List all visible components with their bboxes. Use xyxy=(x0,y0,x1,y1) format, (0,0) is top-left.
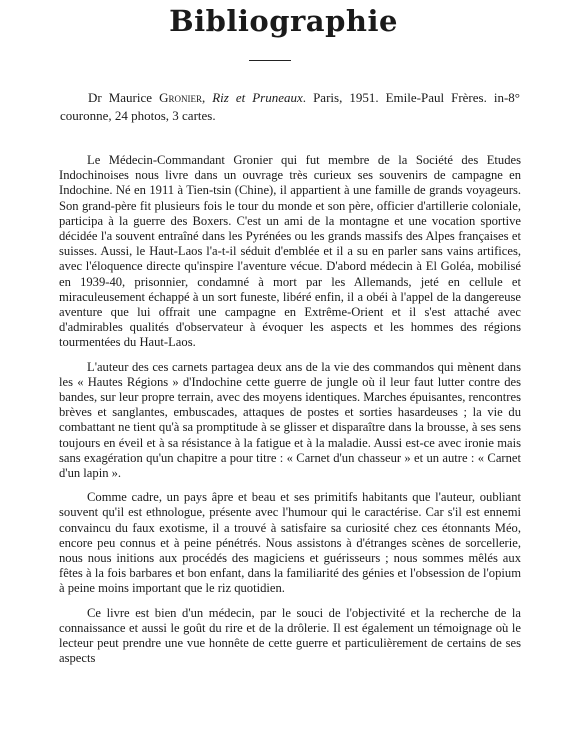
publication-details: . Paris, 1951. Emile-Paul Frères. in-8° couronne, 24 photos, 3 cartes. xyxy=(60,90,520,123)
book-title: Riz et Pruneaux xyxy=(212,90,303,105)
page-title: Bibliographie xyxy=(169,4,398,38)
author-prefix: Dr Maurice xyxy=(88,90,160,105)
author-name: Gronier xyxy=(159,90,202,105)
title-divider xyxy=(249,60,291,61)
review-body xyxy=(59,153,521,676)
paragraph-2: L'auteur des ces carnets partagea deux ans de la vie des commandos qui mènent dans les « Hautes Régions » d'Indochine cette guerre de jungle où il leur faut lutter contre des bandes, sur leur propre terrain, avec des moyens identiques. Marches épuisantes, rencontres brèves et sanglantes, embuscades, attaques de postes et sorties hasardeuses ; la vie du combattant ne tient qu'à sa promptitude à se glisser et disparaître dans la brousse, à ses sens toujours en éveil et à sa résistance à la fatigue et à la maladie. Aussi est-ce avec ironie mais sans exagération qu'un chapitre a pour titre : « Carnet d'un chasseur » et un autre : « Carnet d'un lapin ». xyxy=(59,359,521,481)
paragraph-4: Ce livre est bien d'un médecin, par le souci de l'objectivité et la recherche de la connaissance et aussi le goût du rire et de la drôlerie. Il est également un témoignage où le lecteur peut prendre une vue honnête de cette guerre et particulièrement de certains de ses aspects xyxy=(59,605,521,666)
paragraph-3: Comme cadre, un pays âpre et beau et ses primitifs habitants que l'auteur, oubliant souvent qu'il est ethnologue, présente avec l'humour qui le caractérise. Car s'il est ennemi convaincu du faux exotisme, il a trouvé à satisfaire sa curiosité chez ces étonnants Méo, encore peu connus et à peine pénétrés. Nous assistons à d'étranges scènes de sorcellerie, nous nous initions aux procédés des magiciens et guérisseurs ; nous sommes mêlés aux fêtes à la fois barbares et bon enfant, dans la familiarité des génies et l'obsession de l'opium à peine moins important que le riz quotidien. xyxy=(59,490,521,596)
book-reference xyxy=(60,89,520,125)
reference-comma: , xyxy=(201,90,213,105)
paragraph-1: Le Médecin-Commandant Gronier qui fut membre de la Société des Etudes Indochinoises nous livre dans un ouvrage très curieux ses souvenirs de campagne en Indochine. Né en 1911 à Tien-tsin (Chine), il appartient à une famille de grands voyageurs. Son grand-père fit plusieurs fois le tour du monde et son père, officier d'artillerie coloniale, participa à la guerre des Boxers. C'est un ami de la montagne et une vocation sportive décidée l'a souvent entraîné dans les Pyrénées ou les grands massifs des Alpes françaises et suisses. Aussi, le Haut-Laos l'a-t-il séduit d'emblée et il a su en parler sans vains artifices, avec l'éloquence directe qu'inspire l'aventure vécue. D'abord médecin à El Goléa, mobilisé en 1939-40, prisonnier, condamné à mort par les Allemands, jeté en cellule et miraculeusement échappé à un sort funeste, libéré enfin, il a obéi à l'appel de la dangereuse aventure que lui offrait une campagne en Extrême-Orient et il s'est attaché avec d'admirables qualités d'observateur à évoquer les aspects et les hommes des régions tourmentées du Haut-Laos. xyxy=(59,153,521,350)
